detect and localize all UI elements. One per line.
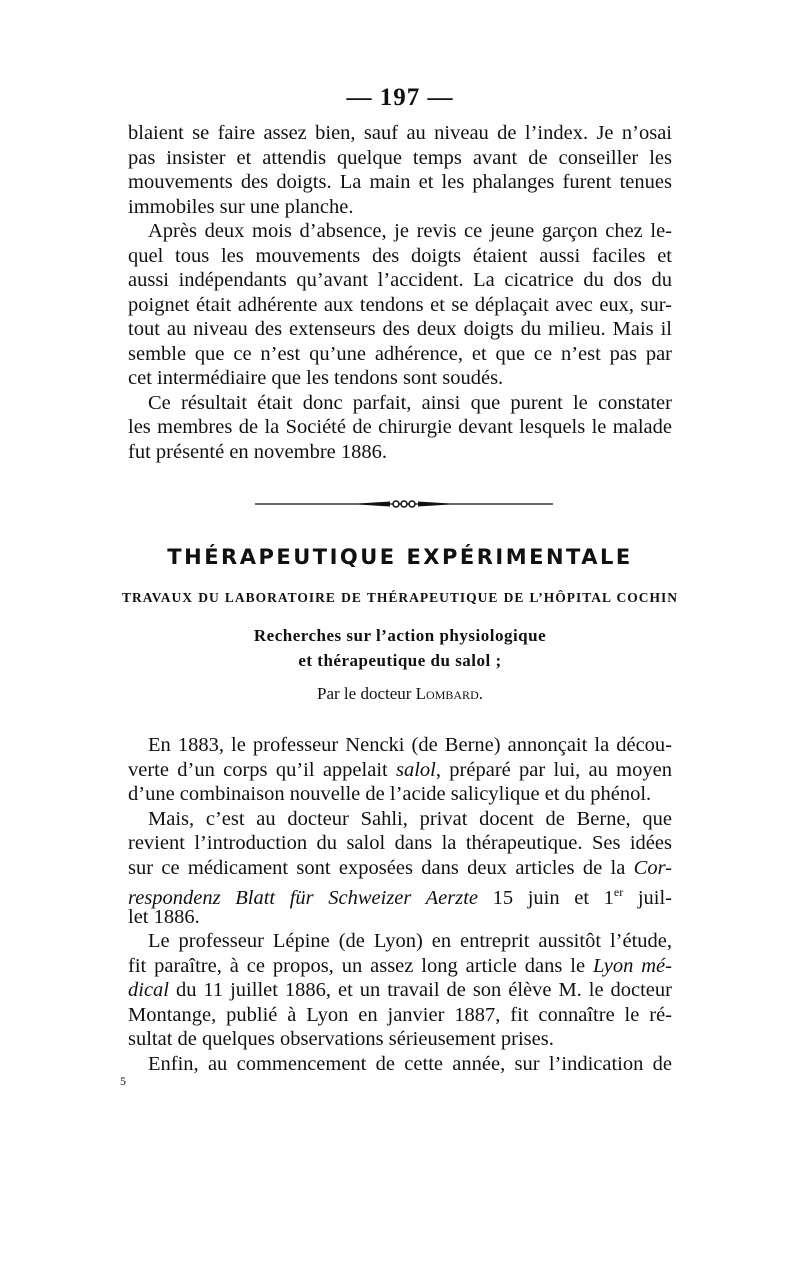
text-line: fut présenté en novembre 1886. xyxy=(128,440,388,463)
text-line: les membres de la Société de chirurgie devant lesquels le malade xyxy=(128,416,672,438)
margin-mark: 5 xyxy=(120,1074,126,1088)
text-line: blaient se faire assez bien, sauf au niveau de l’index. Je n’osai xyxy=(128,122,672,144)
text-line: sur ce médicament sont exposées dans deux articles de la Cor- xyxy=(128,856,672,879)
author-prefix: Par le docteur xyxy=(317,684,416,703)
text-line: revient l’introduction du salol dans la thérapeutique. Ses idées xyxy=(128,832,672,854)
text-line: Ce résultait était donc parfait, ainsi que purent le constater xyxy=(148,391,672,414)
text-line: Le professeur Lépine (de Lyon) en entreprit aussitôt l’étude, xyxy=(148,930,672,952)
text-line: cet intermédiaire que les tendons sont soudés. xyxy=(128,367,504,389)
text-line: Mais, c’est au docteur Sahli, privat docent de Berne, que xyxy=(148,807,672,830)
text-line: Enfin, au commencement de cette année, sur l’indication de xyxy=(148,1052,672,1075)
text-line: tout au niveau des extenseurs des deux doigts du milieu. Mais il xyxy=(128,318,672,340)
text-line: verte d’un corps qu’il appelait salol, préparé par lui, au moyen xyxy=(128,758,672,781)
text-line: Après deux mois d’absence, je revis ce jeune garçon chez le- xyxy=(148,220,672,242)
article-title-line2: et thérapeutique du salol ; xyxy=(298,651,502,670)
text-line: pas insister et attendis quelque temps avant de conseiller les xyxy=(128,146,672,169)
text-line: quel tous les mouvements des doigts étaient aussi faciles et xyxy=(128,244,672,267)
text-line: immobiles sur une planche. xyxy=(128,195,354,218)
text-line: d’une combinaison nouvelle de l’acide salicylique et du phénol. xyxy=(128,783,652,805)
text-line: let 1886. xyxy=(128,905,200,928)
body-text xyxy=(128,733,672,1076)
text-line: Montange, publié à Lyon en janvier 1887, fit connaître le ré- xyxy=(128,1003,672,1026)
ornamental-divider xyxy=(255,500,553,508)
article-title-line1: Recherches sur l’action physiologique xyxy=(253,626,547,645)
text-line: dical du 11 juillet 1886, et un travail de son élève M. le docteur xyxy=(128,979,672,1001)
section-title: THÉRAPEUTIQUE EXPÉRIMENTALE xyxy=(167,545,633,569)
text-line: aussi indépendants qu’avant l’accident. La cicatrice du dos du xyxy=(128,269,672,291)
text-line: sultat de quelques observations sérieusement prises. xyxy=(128,1028,554,1050)
text-line: fit paraître, à ce propos, un assez long article dans le Lyon mé- xyxy=(128,954,672,977)
section-subtitle: TRAVAUX DU LABORATOIRE DE THÉRAPEUTIQUE DE L’HÔPITAL COCHIN xyxy=(122,590,678,605)
text-line: En 1883, le professeur Nencki (de Berne) annonçait la décou- xyxy=(148,734,672,756)
text-line: semble que ce n’est qu’une adhérence, et que ce n’est pas par xyxy=(128,342,672,365)
author-line xyxy=(0,684,800,704)
intro-text xyxy=(128,121,672,464)
page-number: — 197 — xyxy=(346,84,454,111)
author-name: Lombard. xyxy=(415,684,483,703)
text-line: poignet était adhérente aux tendons et se déplaçait avec eux, sur- xyxy=(128,293,672,316)
text-line: mouvements des doigts. La main et les phalanges furent tenues xyxy=(128,171,672,193)
text-line: respondenz Blatt für Schweizer Aerzte 15 juin et 1er juil- xyxy=(128,885,672,909)
